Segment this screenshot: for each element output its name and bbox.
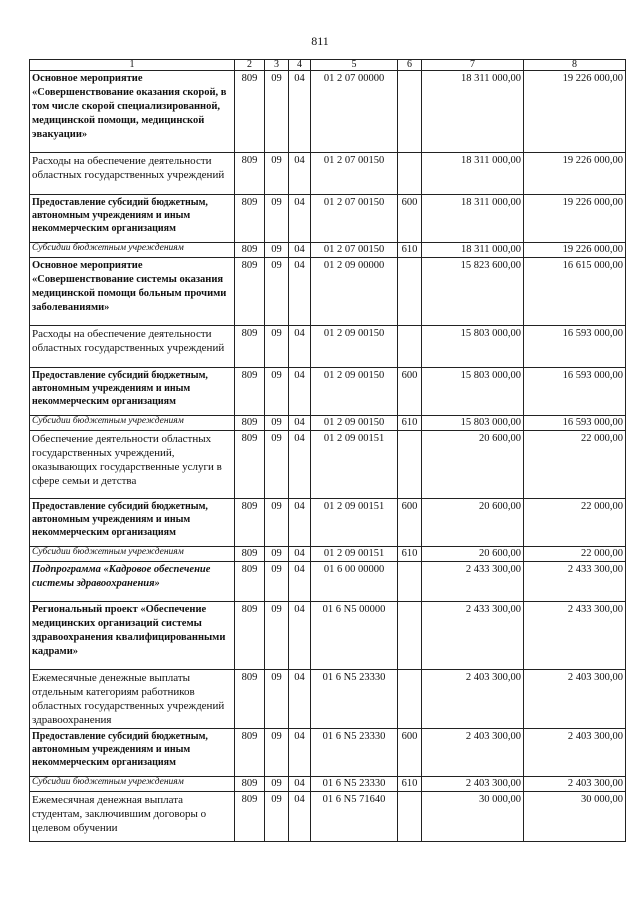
table-row: [30, 195, 626, 243]
table-row: [30, 777, 626, 792]
section-cell: 09: [265, 670, 289, 729]
amount-year1-cell: 20 600,00: [422, 499, 524, 547]
amount-year2-cell: 2 403 300,00: [524, 729, 626, 777]
target-article-cell: 01 6 00 00000: [311, 562, 398, 602]
row-name-cell: Предоставление субсидий бюджетным, автономным учреждениям и иным некоммерческим организациям: [30, 729, 235, 777]
amount-year1-cell: 18 311 000,00: [422, 195, 524, 243]
table-row: [30, 153, 626, 195]
admin-code-cell: 809: [235, 416, 265, 431]
amount-year1-cell: 15 803 000,00: [422, 326, 524, 368]
subsection-cell: 04: [289, 326, 311, 368]
amount-year1-cell: 30 000,00: [422, 792, 524, 842]
subsection-cell: 04: [289, 368, 311, 416]
expense-type-cell: [398, 670, 422, 729]
amount-year1-cell: 18 311 000,00: [422, 71, 524, 153]
row-name-cell: Ежемесячные денежные выплаты отдельным категориям работников областных государственных учреждений здравоохранения: [30, 670, 235, 729]
section-cell: 09: [265, 368, 289, 416]
row-name-cell: Региональный проект «Обеспечение медицинских организаций системы здравоохранения квалифицированными кадрами»: [30, 602, 235, 670]
subsection-cell: 04: [289, 195, 311, 243]
amount-year1-cell: 2 433 300,00: [422, 562, 524, 602]
table-row: [30, 71, 626, 153]
section-cell: 09: [265, 729, 289, 777]
admin-code-cell: 809: [235, 729, 265, 777]
row-name-cell: Предоставление субсидий бюджетным, автономным учреждениям и иным некоммерческим организациям: [30, 368, 235, 416]
table-row: [30, 258, 626, 326]
section-cell: 09: [265, 602, 289, 670]
row-name-cell: Субсидии бюджетным учреждениям: [30, 547, 235, 562]
target-article-cell: 01 2 09 00151: [311, 431, 398, 499]
section-cell: 09: [265, 431, 289, 499]
section-cell: 09: [265, 777, 289, 792]
amount-year2-cell: 2 433 300,00: [524, 562, 626, 602]
row-name-cell: Основное мероприятие «Совершенствование системы оказания медицинской помощи больным прочими заболеваниями»: [30, 258, 235, 326]
admin-code-cell: 809: [235, 777, 265, 792]
admin-code-cell: 809: [235, 792, 265, 842]
row-name-cell: Субсидии бюджетным учреждениям: [30, 416, 235, 431]
admin-code-cell: 809: [235, 153, 265, 195]
subsection-cell: 04: [289, 729, 311, 777]
subsection-cell: 04: [289, 71, 311, 153]
expense-type-cell: 610: [398, 243, 422, 258]
amount-year1-cell: 20 600,00: [422, 547, 524, 562]
target-article-cell: 01 2 09 00150: [311, 416, 398, 431]
amount-year1-cell: 18 311 000,00: [422, 243, 524, 258]
target-article-cell: 01 2 09 00000: [311, 258, 398, 326]
amount-year2-cell: 19 226 000,00: [524, 195, 626, 243]
admin-code-cell: 809: [235, 670, 265, 729]
subsection-cell: 04: [289, 153, 311, 195]
amount-year1-cell: 2 403 300,00: [422, 729, 524, 777]
target-article-cell: 01 2 09 00151: [311, 547, 398, 562]
table-row: [30, 670, 626, 729]
header-cell: 7: [422, 60, 524, 71]
expense-type-cell: [398, 258, 422, 326]
target-article-cell: 01 6 N5 71640: [311, 792, 398, 842]
table-row: [30, 602, 626, 670]
expense-type-cell: 600: [398, 368, 422, 416]
admin-code-cell: 809: [235, 562, 265, 602]
amount-year2-cell: 22 000,00: [524, 431, 626, 499]
admin-code-cell: 809: [235, 195, 265, 243]
target-article-cell: 01 2 09 00150: [311, 368, 398, 416]
section-cell: 09: [265, 195, 289, 243]
admin-code-cell: 809: [235, 71, 265, 153]
expense-type-cell: [398, 326, 422, 368]
header-cell: 4: [289, 60, 311, 71]
table-row: [30, 431, 626, 499]
header-cell: 1: [30, 60, 235, 71]
expense-type-cell: [398, 431, 422, 499]
header-cell: 3: [265, 60, 289, 71]
section-cell: 09: [265, 153, 289, 195]
target-article-cell: 01 2 07 00150: [311, 243, 398, 258]
row-name-cell: Ежемесячная денежная выплата студентам, заключившим договоры о целевом обучении: [30, 792, 235, 842]
expense-type-cell: [398, 602, 422, 670]
subsection-cell: 04: [289, 670, 311, 729]
expense-type-cell: 600: [398, 195, 422, 243]
row-name-cell: Основное мероприятие «Совершенствование оказания скорой, в том числе скорой специализированной, медицинской помощи, медицинской эвакуации»: [30, 71, 235, 153]
amount-year2-cell: 22 000,00: [524, 499, 626, 547]
expense-type-cell: [398, 792, 422, 842]
section-cell: 09: [265, 562, 289, 602]
expense-type-cell: 610: [398, 416, 422, 431]
table-row: [30, 729, 626, 777]
budget-table: [29, 59, 626, 842]
subsection-cell: 04: [289, 777, 311, 792]
subsection-cell: 04: [289, 499, 311, 547]
admin-code-cell: 809: [235, 499, 265, 547]
subsection-cell: 04: [289, 792, 311, 842]
section-cell: 09: [265, 416, 289, 431]
section-cell: 09: [265, 792, 289, 842]
row-name-cell: Субсидии бюджетным учреждениям: [30, 243, 235, 258]
row-name-cell: Субсидии бюджетным учреждениям: [30, 777, 235, 792]
amount-year1-cell: 2 403 300,00: [422, 777, 524, 792]
admin-code-cell: 809: [235, 326, 265, 368]
target-article-cell: 01 6 N5 23330: [311, 670, 398, 729]
table-row: [30, 326, 626, 368]
amount-year2-cell: 16 593 000,00: [524, 368, 626, 416]
page-number: 811: [311, 34, 329, 48]
row-name-cell: Предоставление субсидий бюджетным, автономным учреждениям и иным некоммерческим организациям: [30, 195, 235, 243]
amount-year2-cell: 30 000,00: [524, 792, 626, 842]
row-name-cell: Предоставление субсидий бюджетным, автономным учреждениям и иным некоммерческим организациям: [30, 499, 235, 547]
row-name-cell: Расходы на обеспечение деятельности областных государственных учреждений: [30, 326, 235, 368]
subsection-cell: 04: [289, 602, 311, 670]
section-cell: 09: [265, 547, 289, 562]
header-cell: 5: [311, 60, 398, 71]
amount-year2-cell: 16 593 000,00: [524, 326, 626, 368]
amount-year2-cell: 2 403 300,00: [524, 777, 626, 792]
target-article-cell: 01 2 09 00150: [311, 326, 398, 368]
section-cell: 09: [265, 258, 289, 326]
section-cell: 09: [265, 243, 289, 258]
admin-code-cell: 809: [235, 431, 265, 499]
expense-type-cell: [398, 71, 422, 153]
amount-year1-cell: 15 803 000,00: [422, 416, 524, 431]
amount-year2-cell: 19 226 000,00: [524, 71, 626, 153]
target-article-cell: 01 2 07 00150: [311, 153, 398, 195]
section-cell: 09: [265, 326, 289, 368]
row-name-cell: Обеспечение деятельности областных государственных учреждений, оказывающих государственные услуги в сфере семьи и детства: [30, 431, 235, 499]
expense-type-cell: 610: [398, 777, 422, 792]
section-cell: 09: [265, 499, 289, 547]
section-cell: 09: [265, 71, 289, 153]
table-row: [30, 562, 626, 602]
admin-code-cell: 809: [235, 243, 265, 258]
subsection-cell: 04: [289, 562, 311, 602]
subsection-cell: 04: [289, 431, 311, 499]
amount-year2-cell: 2 403 300,00: [524, 670, 626, 729]
header-cell: 8: [524, 60, 626, 71]
table-row: [30, 547, 626, 562]
amount-year1-cell: 2 433 300,00: [422, 602, 524, 670]
expense-type-cell: 610: [398, 547, 422, 562]
amount-year2-cell: 2 433 300,00: [524, 602, 626, 670]
header-cell: 2: [235, 60, 265, 71]
target-article-cell: 01 6 N5 23330: [311, 777, 398, 792]
header-row: [30, 60, 626, 71]
amount-year1-cell: 15 803 000,00: [422, 368, 524, 416]
row-name-cell: Расходы на обеспечение деятельности областных государственных учреждений: [30, 153, 235, 195]
amount-year2-cell: 16 615 000,00: [524, 258, 626, 326]
subsection-cell: 04: [289, 416, 311, 431]
amount-year1-cell: 20 600,00: [422, 431, 524, 499]
subsection-cell: 04: [289, 243, 311, 258]
target-article-cell: 01 2 07 00150: [311, 195, 398, 243]
subsection-cell: 04: [289, 547, 311, 562]
target-article-cell: 01 2 09 00151: [311, 499, 398, 547]
amount-year2-cell: 16 593 000,00: [524, 416, 626, 431]
table-row: [30, 368, 626, 416]
amount-year2-cell: 19 226 000,00: [524, 153, 626, 195]
subsection-cell: 04: [289, 258, 311, 326]
expense-type-cell: [398, 153, 422, 195]
admin-code-cell: 809: [235, 602, 265, 670]
admin-code-cell: 809: [235, 547, 265, 562]
admin-code-cell: 809: [235, 258, 265, 326]
amount-year1-cell: 2 403 300,00: [422, 670, 524, 729]
amount-year2-cell: 19 226 000,00: [524, 243, 626, 258]
expense-type-cell: 600: [398, 499, 422, 547]
admin-code-cell: 809: [235, 368, 265, 416]
target-article-cell: 01 6 N5 00000: [311, 602, 398, 670]
amount-year2-cell: 22 000,00: [524, 547, 626, 562]
amount-year1-cell: 18 311 000,00: [422, 153, 524, 195]
table-row: [30, 499, 626, 547]
target-article-cell: 01 2 07 00000: [311, 71, 398, 153]
table-row: [30, 243, 626, 258]
table-row: [30, 416, 626, 431]
row-name-cell: Подпрограмма «Кадровое обеспечение системы здравоохранения»: [30, 562, 235, 602]
header-cell: 6: [398, 60, 422, 71]
expense-type-cell: [398, 562, 422, 602]
target-article-cell: 01 6 N5 23330: [311, 729, 398, 777]
amount-year1-cell: 15 823 600,00: [422, 258, 524, 326]
table-row: [30, 792, 626, 842]
expense-type-cell: 600: [398, 729, 422, 777]
